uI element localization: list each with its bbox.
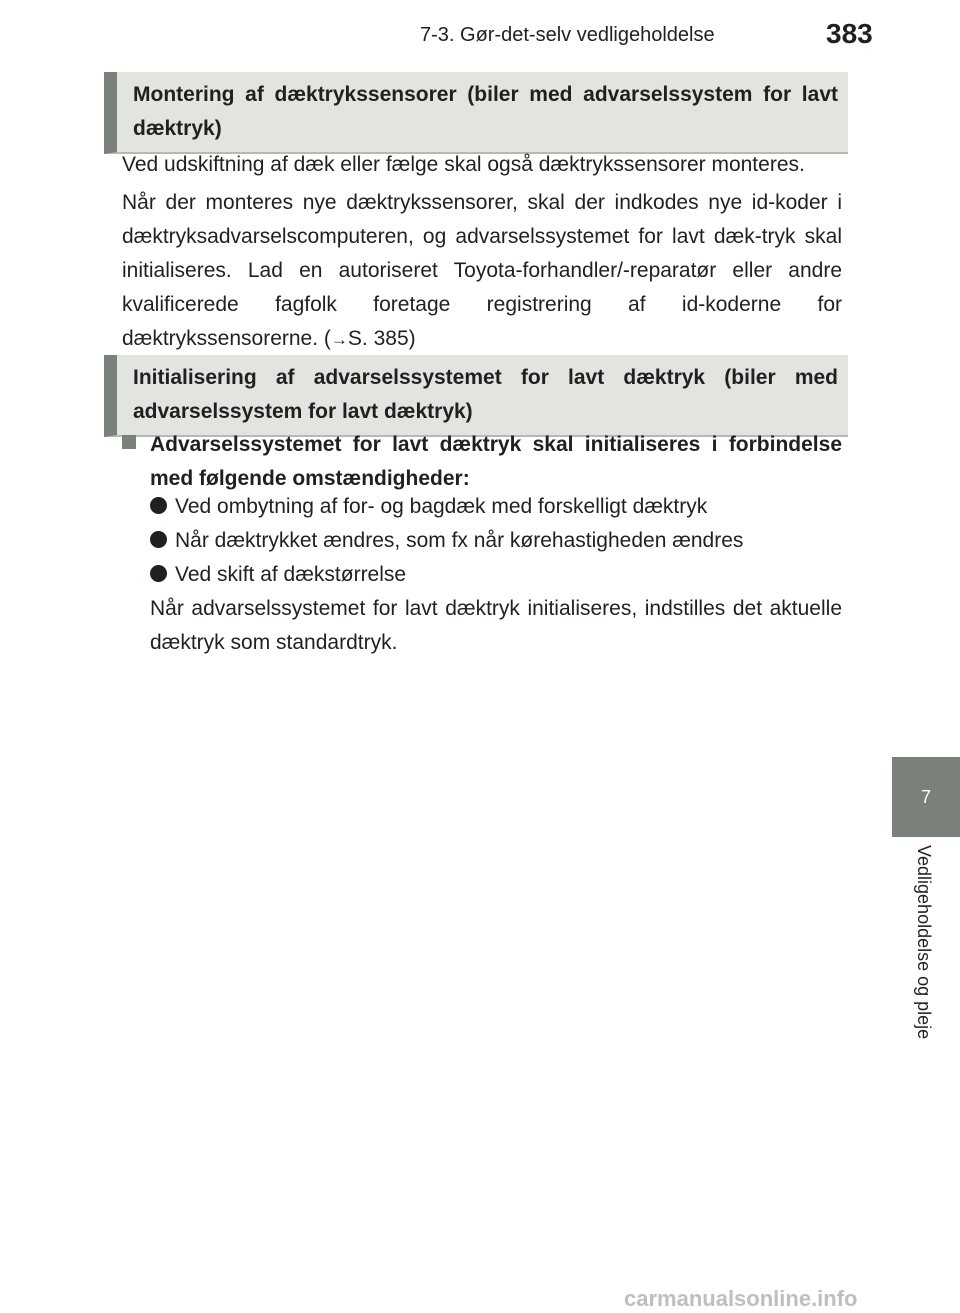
paragraph-text: Når der monteres nye dæktrykssensorer, skal der indkodes nye id-koder i dæktryksadvarselscomputeren, og advarselssystemet for lavt dæk-tryk skal initialiseres. Lad en autoriseret Toyota-forhandler/-reparatør eller andre kvalificerede fagfolk foretage registrering af id-koderne for dæktrykssensorerne. (: [122, 191, 842, 350]
subheading-initialization-conditions: [122, 428, 842, 496]
page-number: 383: [826, 18, 873, 49]
list-item-text: Ved ombytning af for- og bagdæk med forskelligt dæktryk: [175, 495, 708, 518]
page-reference-link[interactable]: S. 385): [347, 327, 416, 350]
section-heading-sensor-mounting: Montering af dæktrykssensorer (biler med advarselssystem for lavt dæktryk): [104, 72, 848, 154]
square-bullet-icon: [122, 435, 136, 449]
list-item: [150, 524, 850, 558]
bullet-dot-icon: [150, 497, 167, 514]
initialization-note: Når advarselssystemet for lavt dæktryk initialiseres, indstilles det aktuelle dæktryk som standardtryk.: [150, 597, 842, 654]
list-item-text: Ved skift af dækstørrelse: [175, 563, 407, 586]
bullet-dot-icon: [150, 565, 167, 582]
chapter-tab-number: 7: [892, 757, 960, 837]
watermark: carmanualsonline.info: [624, 1286, 858, 1311]
subheading-text: Advarselssystemet for lavt dæktryk skal initialiseres i forbindelse med følgende omstændigheder:: [150, 433, 842, 490]
bullet-dot-icon: [150, 531, 167, 548]
list-item: [150, 558, 850, 592]
paragraph-id-code-registration: [122, 186, 842, 357]
section-heading-initialization: Initialisering af advarselssystemet for lavt dæktryk (biler med advarselssystem for lavt dæktryk): [104, 355, 848, 437]
list-item: [150, 490, 850, 524]
section-title: 7-3. Gør-det-selv vedligeholdelse: [420, 24, 715, 46]
arrow-icon: →: [330, 330, 348, 349]
paragraph-sensor-replacement: Ved udskiftning af dæk eller fælge skal også dæktrykssensorer monteres.: [122, 153, 805, 176]
conditions-list: [150, 490, 850, 592]
chapter-tab-label: Vedligeholdelse og pleje: [914, 845, 934, 1040]
list-item-text: Når dæktrykket ændres, som fx når kørehastigheden ændres: [175, 529, 744, 552]
